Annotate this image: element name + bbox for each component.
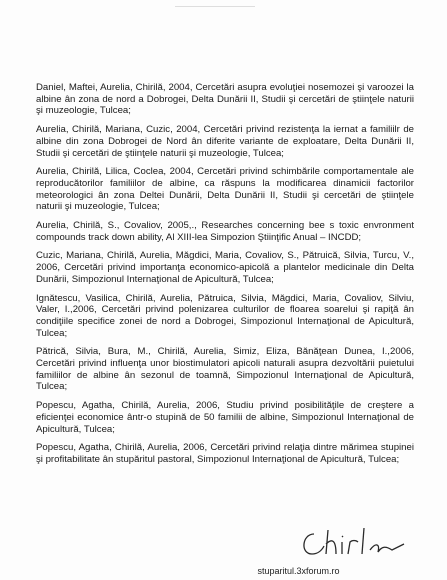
list-item: Cuzic, Mariana, Chirilă, Aurelia, Măgdici, Maria, Covaliov, S., Pătruică, Silvia, Turcu, V., 2006, Cercetări privind importanţa economico-apicolă a plantelor medicinale din Delta Dunării, Simpozionul Internaţional de Apicultură, Tulcea;	[36, 250, 414, 285]
list-item: Popescu, Agatha, Chirilă, Aurelia, 2006, Cercetări privind relaţia dintre mărimea stupinei şi profitabilitate ân stupăritul pastoral, Simpozionul Internaţional de Apicultură, Tulcea;	[36, 442, 414, 465]
bibliography-list	[36, 82, 414, 473]
list-item: Aurelia, Chirilă, S., Covaliov, 2005,., Researches concerning bee s toxic envronment compounds track down ability, Al XIII-lea Simpozion Ştiinţific Anual – INCDD;	[36, 220, 414, 243]
handwritten-signature	[296, 524, 416, 560]
scan-artifact	[175, 6, 255, 37]
list-item: Popescu, Agatha, Chirilă, Aurelia, 2006, Studiu privind posibilităţile de creştere a eficienţei economice ântr-o stupină de 50 familii de albine, Simpozionul Internaţional de Apicultură, Tulcea;	[36, 400, 414, 435]
site-watermark	[0, 566, 447, 576]
list-item: Daniel, Maftei, Aurelia, Chirilă, 2004, Cercetări asupra evoluţiei nosemozei şi varoozei la albine ân zona de nord a Dobrogei, Delta Dunării II, Studii şi cercetări de ştiinţele naturii şi muzeologie, Tulcea;	[36, 82, 414, 117]
list-item: Pătrică, Silvia, Bura, M., Chirilă, Aurelia, Simiz, Eliza, Bănăţean Dunea, I.,2006, Cercetări privind influenţa unor biostimulatori apicoli naturali asupra dezvoltării puietului familiilor de albine ân sezonul de toamnă, Simpozionul Internaţional de Apicultură, Tulcea;	[36, 346, 414, 393]
list-item: Aurelia, Chirilă, Lilica, Coclea, 2004, Cercetări privind schimbările comportamentale ale reproducătorilor familiilor de albine, ca răspuns la modificarea dinamicii factorilor meteorologici ân zona Deltei Dunării, Delta Dunării II, Studii şi cercetări de ştiinţele naturii şi muzeologie, Tulcea;	[36, 166, 414, 213]
watermark-text: stuparitul.3xforum.ro	[257, 566, 340, 576]
list-item: Aurelia, Chirilă, Mariana, Cuzic, 2004, Cercetări privind rezistenţa la iernat a familiilr de albine din zona Dobrogei de Nord ân diferite variante de exploatare, Delta Dunării II, Studii şi cercetări de ştiinţele naturii şi muzeologie, Tulcea;	[36, 124, 414, 159]
list-item: Ignătescu, Vasilica, Chirilă, Aurelia, Pătruica, Silvia, Măgdici, Maria, Covaliov, Silviu, Valer, I.,2006, Cercetări privind polenizarea culturilor de floarea soarelui şi rapiţă ân condiţiile specifice zonei de nord a Dobrogei, Simpozionul Internaţional de Apicultură, Tulcea;	[36, 292, 414, 339]
